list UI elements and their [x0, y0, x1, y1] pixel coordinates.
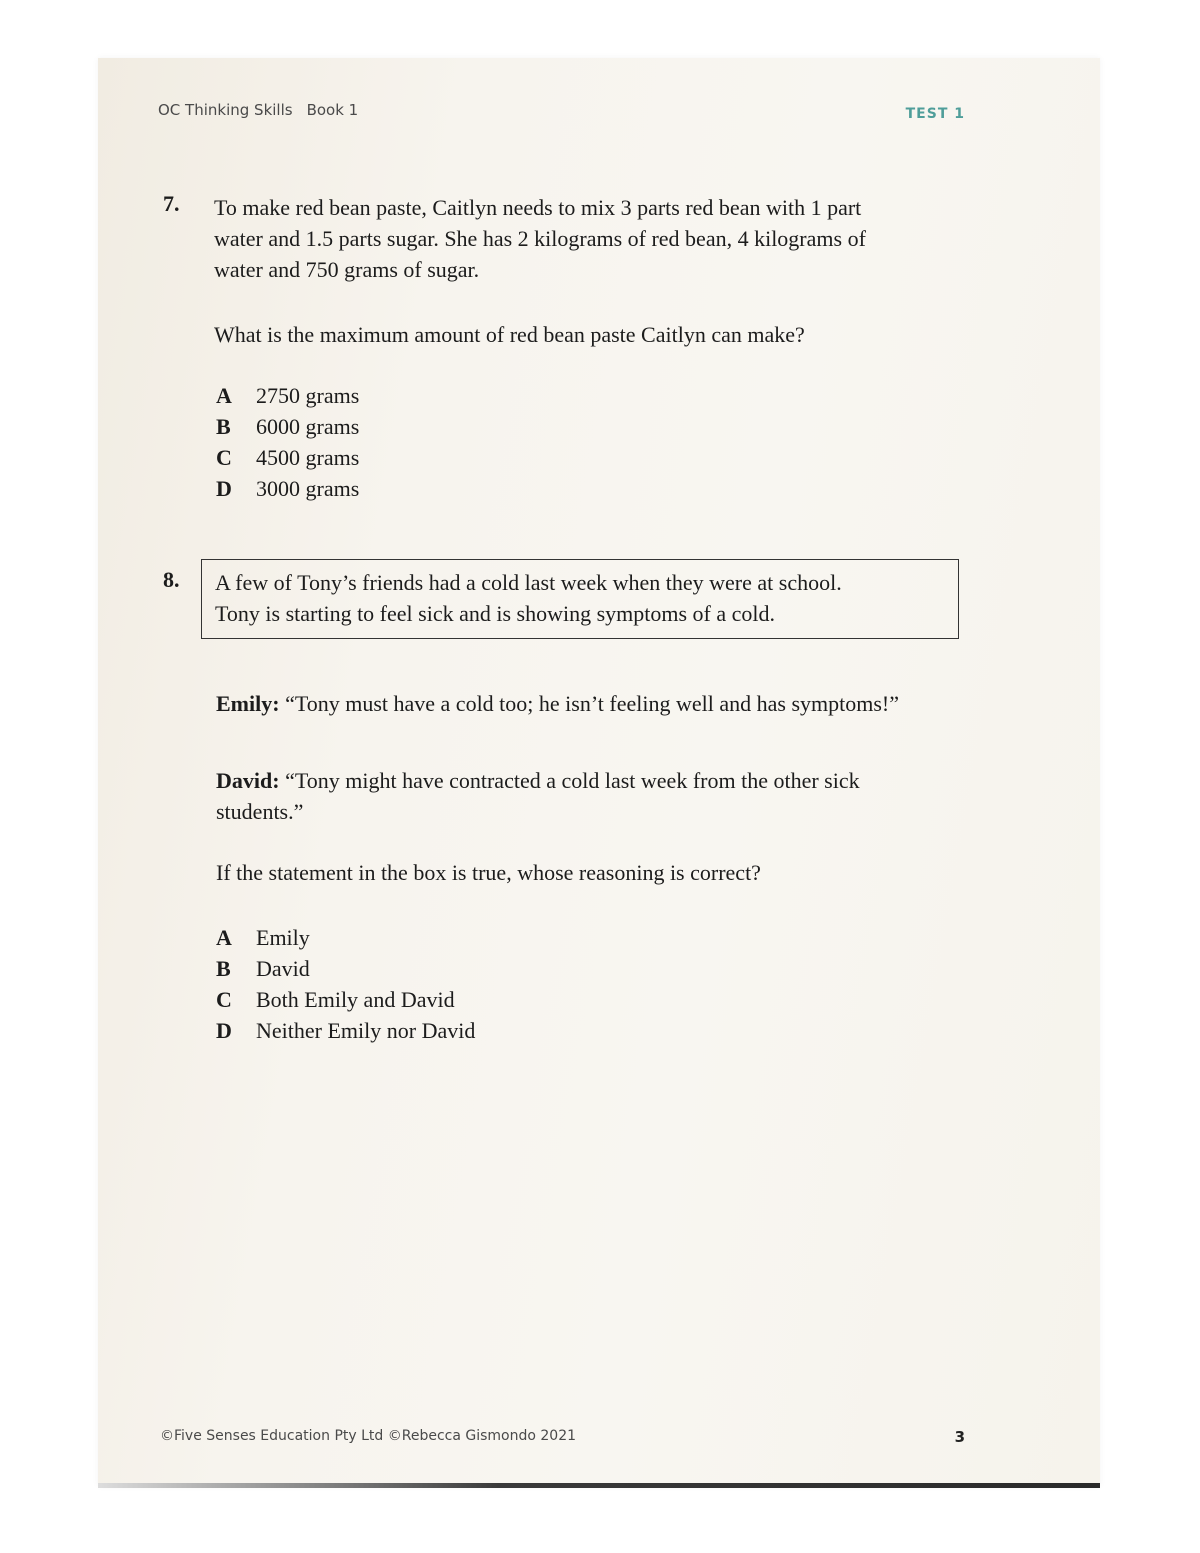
option-text: 4500 grams	[256, 445, 360, 470]
question-7-options	[216, 380, 359, 504]
option-text: Both Emily and David	[256, 987, 455, 1012]
option-text: David	[256, 956, 310, 981]
question-7-number: 7.	[163, 191, 180, 216]
emily-quote: “Tony must have a cold too; he isn’t feeling well and has symptoms!”	[285, 691, 899, 716]
statement-box	[201, 559, 959, 639]
question-7-prompt: What is the maximum amount of red bean paste Caitlyn can make?	[214, 322, 805, 347]
option-letter: B	[216, 414, 231, 439]
option-d[interactable]	[216, 473, 359, 504]
header-left	[158, 101, 358, 119]
header-book: Book 1	[306, 101, 359, 119]
option-c[interactable]	[216, 984, 475, 1015]
emily-statement	[216, 688, 986, 719]
option-a[interactable]	[216, 922, 475, 953]
question-8-options	[216, 922, 475, 1046]
option-letter: A	[216, 925, 232, 950]
option-letter: C	[216, 445, 232, 470]
option-text: 6000 grams	[256, 414, 360, 439]
emily-name: Emily:	[216, 691, 280, 716]
option-text: Neither Emily nor David	[256, 1018, 476, 1043]
question-7-stem-line-2: water and 1.5 parts sugar. She has 2 kilograms of red bean, 4 kilograms of	[214, 226, 866, 251]
option-text: Emily	[256, 925, 310, 950]
option-b[interactable]	[216, 411, 359, 442]
option-letter: A	[216, 383, 232, 408]
option-text: 2750 grams	[256, 383, 360, 408]
statement-line-1: A few of Tony’s friends had a cold last week when they were at school.	[215, 570, 842, 595]
page-number: 3	[954, 1428, 965, 1446]
option-text: 3000 grams	[256, 476, 360, 501]
david-quote-line-2: students.”	[216, 799, 304, 824]
question-7-stem-line-1: To make red bean paste, Caitlyn needs to mix 3 parts red bean with 1 part	[214, 195, 862, 220]
david-quote-line-1: “Tony might have contracted a cold last week from the other sick	[285, 768, 860, 793]
page-footer	[160, 1428, 970, 1452]
question-8-prompt: If the statement in the box is true, whose reasoning is correct?	[216, 860, 761, 885]
question-7-stem	[214, 192, 974, 285]
option-letter: D	[216, 476, 232, 501]
option-c[interactable]	[216, 442, 359, 473]
footer-copyright: ©Five Senses Education Pty Ltd ©Rebecca Gismondo 2021	[160, 1428, 577, 1444]
option-d[interactable]	[216, 1015, 475, 1046]
david-line-1	[216, 765, 986, 796]
statement-line-2: Tony is starting to feel sick and is showing symptoms of a cold.	[215, 601, 776, 626]
david-statement	[216, 765, 986, 827]
header-test-label: TEST 1	[905, 106, 965, 122]
statement-box-text	[215, 567, 955, 629]
option-letter: B	[216, 956, 231, 981]
paper-bottom-edge	[98, 1483, 1100, 1488]
header-title: OC Thinking Skills	[158, 101, 293, 119]
option-letter: C	[216, 987, 232, 1012]
david-name: David:	[216, 768, 280, 793]
option-letter: D	[216, 1018, 232, 1043]
option-b[interactable]	[216, 953, 475, 984]
page-header	[158, 101, 968, 125]
question-8-number: 8.	[163, 567, 180, 592]
question-7-stem-line-3: water and 750 grams of sugar.	[214, 257, 480, 282]
option-a[interactable]	[216, 380, 359, 411]
